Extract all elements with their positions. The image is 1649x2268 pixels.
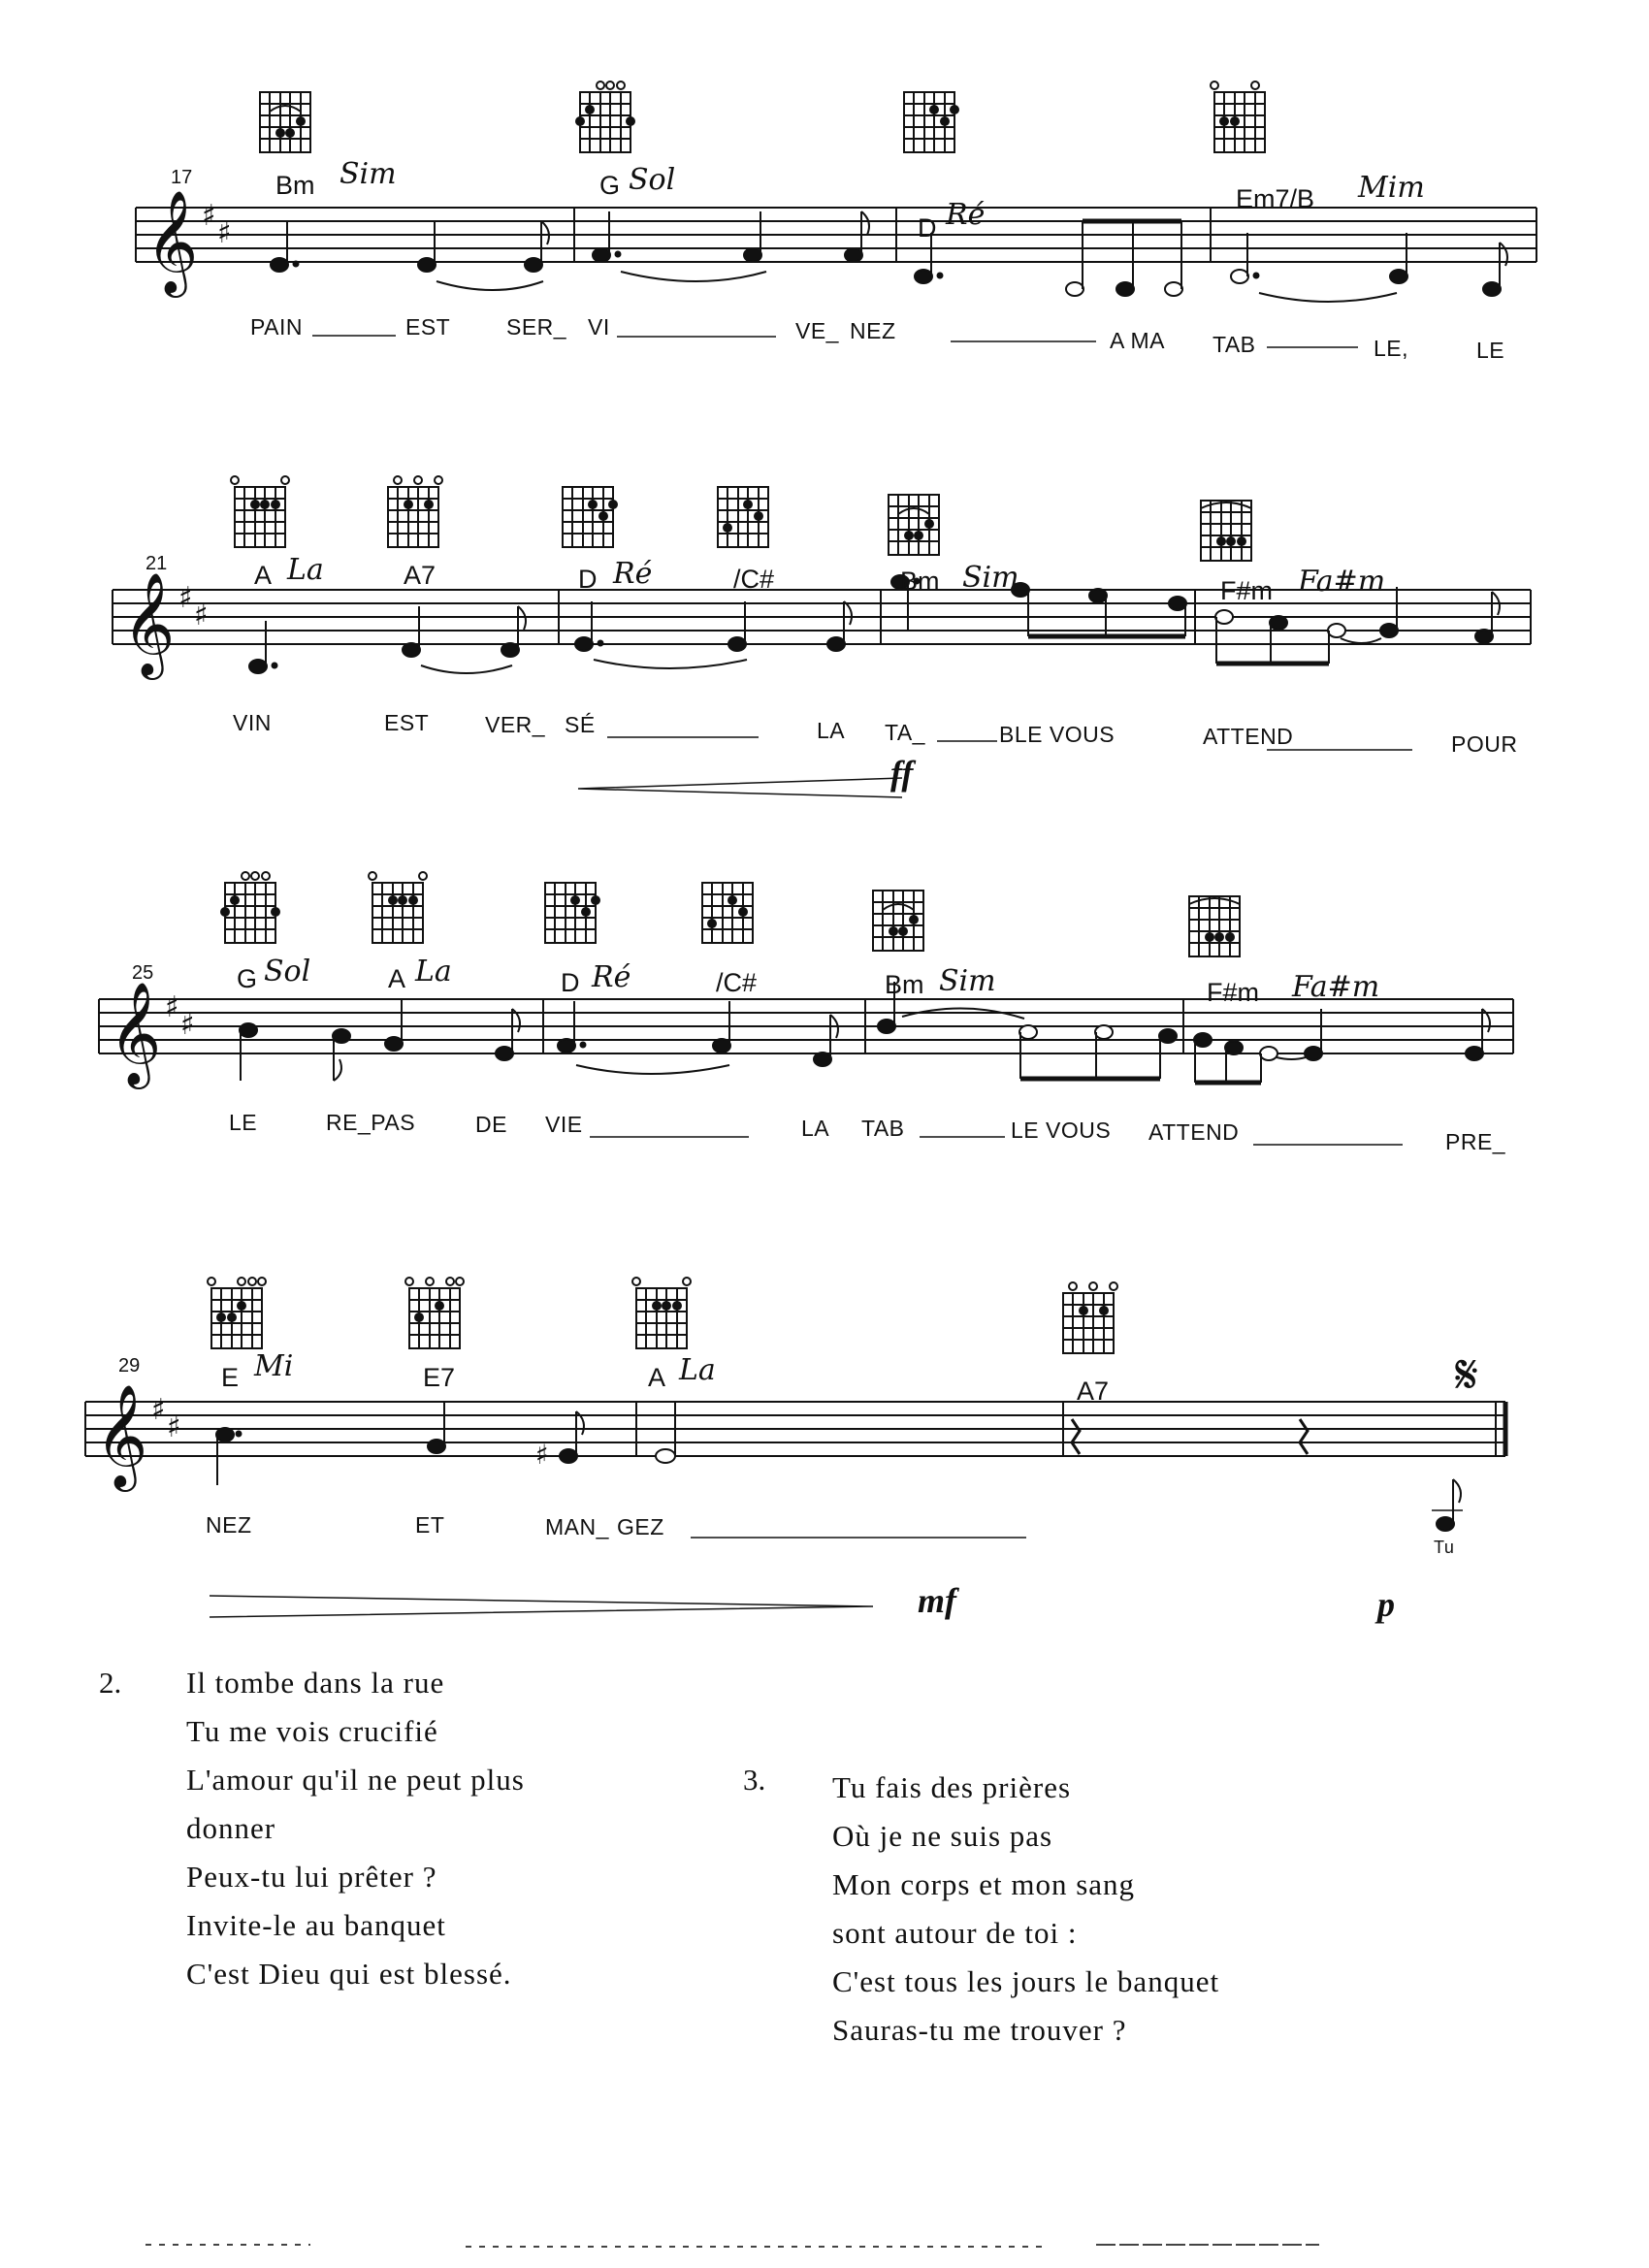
lyric-syllable: DE <box>475 1112 507 1137</box>
treble-clef: 𝄞 <box>95 1383 148 1487</box>
lyric-syllable: GEZ <box>617 1514 664 1539</box>
lyric-syllable: Tu <box>1434 1538 1455 1557</box>
chord-symbol: F#m <box>1207 978 1259 1007</box>
segno-sign: 𝄋 <box>1455 1344 1479 1407</box>
chord-symbol: A7 <box>404 561 436 590</box>
lyric-syllable: LE <box>1476 338 1505 363</box>
chord-symbol: Bm <box>885 970 924 999</box>
chord-diagram <box>405 1278 464 1348</box>
handwritten-chord: Sol <box>629 163 676 197</box>
verse-number: 2. <box>99 1666 122 1700</box>
lyric-syllable: RE_PAS <box>326 1110 416 1135</box>
chord-diagram <box>1063 1282 1117 1353</box>
chord-symbol: G <box>237 964 258 993</box>
sharp-sign: ♯ <box>167 1410 181 1444</box>
chord-symbol: A7 <box>1077 1377 1110 1406</box>
lyric-syllable: EST <box>405 314 451 340</box>
lyric-syllable: BLE VOUS <box>999 722 1116 747</box>
chord-symbol: Bm <box>900 567 940 596</box>
verse-line: sont autour de toi : <box>832 1916 1078 1950</box>
verse-line: Mon corps et mon sang <box>832 1867 1136 1901</box>
verse-line: Peux-tu lui prêter ? <box>186 1860 437 1894</box>
verse-line: Invite-le au banquet <box>186 1908 446 1942</box>
lyric-syllable: LA <box>801 1116 830 1141</box>
chord-diagram <box>632 1278 691 1348</box>
verse-3 <box>832 1764 1219 2055</box>
measure-number: 17 <box>171 167 193 188</box>
staff-2-notation <box>0 417 1649 825</box>
chord-diagram <box>576 81 634 152</box>
chord-diagram <box>873 891 923 951</box>
handwritten-chord: Ré <box>613 557 653 591</box>
handwritten-chord: Sol <box>264 955 311 988</box>
verse-2 <box>186 1659 525 1998</box>
chord-diagram <box>369 872 427 943</box>
chord-symbol: A <box>254 561 273 590</box>
chord-diagram <box>208 1278 266 1348</box>
chord-symbol: Bm <box>275 171 315 200</box>
chord-diagram <box>1189 896 1240 956</box>
chord-symbol: F#m <box>1220 576 1273 605</box>
verse-line: Il tombe dans la rue <box>186 1666 445 1700</box>
chord-symbol: E <box>221 1363 240 1392</box>
staff-3-notation <box>0 854 1649 1203</box>
lyric-syllable: NEZ <box>850 318 896 343</box>
chord-diagram <box>388 476 442 547</box>
chord-symbol: A <box>648 1363 666 1392</box>
chord-symbol: D <box>561 968 580 997</box>
chord-diagram <box>563 487 617 547</box>
lyric-syllable: VER_ <box>485 712 546 737</box>
lyric-syllable: LE VOUS <box>1011 1118 1112 1143</box>
chord-symbol: G <box>599 171 621 200</box>
lyric-syllable: SÉ <box>565 712 596 737</box>
handwritten-chord: La <box>287 553 324 587</box>
lyric-syllable: SER_ <box>506 314 567 340</box>
chord-symbol: A <box>388 964 406 993</box>
chord-diagram <box>889 495 939 555</box>
verse-line: C'est tous les jours le banquet <box>832 1964 1220 1998</box>
lyric-syllable: A MA <box>1110 328 1165 353</box>
chord-symbol: E7 <box>423 1363 456 1392</box>
lyric-syllable: LE, <box>1374 336 1409 361</box>
lyric-syllable: TA_ <box>885 720 925 745</box>
lyric-syllable: MAN_ <box>545 1514 609 1539</box>
lyric-syllable: LA <box>817 718 846 743</box>
measure-number: 29 <box>118 1355 141 1377</box>
lyric-syllable: PAIN <box>250 314 303 340</box>
dynamic-marking: mf <box>918 1581 956 1620</box>
handwritten-chord: La <box>679 1353 716 1387</box>
svg-text:♯: ♯ <box>535 1439 549 1471</box>
sharp-sign: ♯ <box>178 581 193 615</box>
handwritten-chord: La <box>415 955 452 988</box>
lyric-syllable: VI <box>588 314 610 340</box>
verse-line: donner <box>186 1811 276 1845</box>
sharp-sign: ♯ <box>217 216 232 250</box>
chord-diagram <box>1211 81 1265 152</box>
verse-line: Où je ne suis pas <box>832 1819 1053 1853</box>
lyric-syllable: ATTEND <box>1148 1119 1240 1145</box>
chord-symbol: Em7/B <box>1236 184 1315 213</box>
sharp-sign: ♯ <box>180 1008 195 1042</box>
verse-number: 3. <box>743 1763 766 1797</box>
verse-line: L'amour qu'il ne peut plus <box>186 1763 525 1797</box>
dynamic-marking: ff <box>890 754 914 793</box>
sharp-sign: ♯ <box>202 199 216 233</box>
treble-clef: 𝄞 <box>146 189 199 293</box>
dynamic-marking: p <box>1377 1585 1395 1624</box>
verse-line: C'est Dieu qui est blessé. <box>186 1957 512 1991</box>
chord-diagram <box>1201 501 1251 561</box>
sharp-sign: ♯ <box>194 599 209 632</box>
chord-symbol: D <box>918 213 937 243</box>
verse-line: Sauras-tu me trouver ? <box>832 2013 1127 2047</box>
handwritten-chord: Ré <box>592 960 631 994</box>
handwritten-chord: Fa#m <box>1292 970 1380 1004</box>
handwritten-chord: Sim <box>340 157 397 191</box>
handwritten-chord: Mim <box>1358 171 1425 205</box>
lyric-syllable: ET <box>415 1512 445 1538</box>
verse-line: Tu fais des prières <box>832 1770 1072 1804</box>
chord-symbol: /C# <box>716 968 758 997</box>
chord-diagram <box>702 883 753 943</box>
chord-diagram <box>231 476 289 547</box>
sharp-sign: ♯ <box>165 990 179 1024</box>
sharp-sign: ♯ <box>151 1393 166 1427</box>
handwritten-chord: Sim <box>939 964 996 998</box>
handwritten-chord: Fa#m <box>1298 565 1386 599</box>
lyric-syllable: VIN <box>233 710 272 735</box>
scan-artifact <box>0 2231 1649 2260</box>
chord-symbol: D <box>578 565 598 594</box>
lyric-syllable: VE_ <box>795 318 839 343</box>
chord-diagram <box>718 487 768 547</box>
lyric-syllable: ATTEND <box>1203 724 1294 749</box>
chord-diagram <box>221 872 279 943</box>
treble-clef: 𝄞 <box>109 981 162 1085</box>
chord-symbol: /C# <box>733 565 775 594</box>
chord-diagram <box>904 92 958 152</box>
lyric-syllable: VIE <box>545 1112 583 1137</box>
lyric-syllable: POUR <box>1451 731 1518 757</box>
handwritten-chord: Sim <box>962 561 1019 595</box>
measure-number: 21 <box>146 553 168 574</box>
chord-diagram <box>545 883 599 943</box>
lyric-syllable: EST <box>384 710 430 735</box>
lyric-syllable: NEZ <box>206 1512 252 1538</box>
verse-line: Tu me vois crucifié <box>186 1714 438 1748</box>
staff-4-notation <box>0 1256 1649 1644</box>
lyric-syllable: LE <box>229 1110 258 1135</box>
handwritten-chord: Ré <box>946 198 986 232</box>
treble-clef: 𝄞 <box>122 571 176 675</box>
lyric-syllable: TAB <box>1212 332 1256 357</box>
measure-number: 25 <box>132 962 154 984</box>
handwritten-chord: Mi <box>254 1349 294 1383</box>
lyric-syllable: TAB <box>861 1116 905 1141</box>
lyric-syllable: PRE_ <box>1445 1129 1506 1154</box>
chord-diagram <box>260 92 310 152</box>
